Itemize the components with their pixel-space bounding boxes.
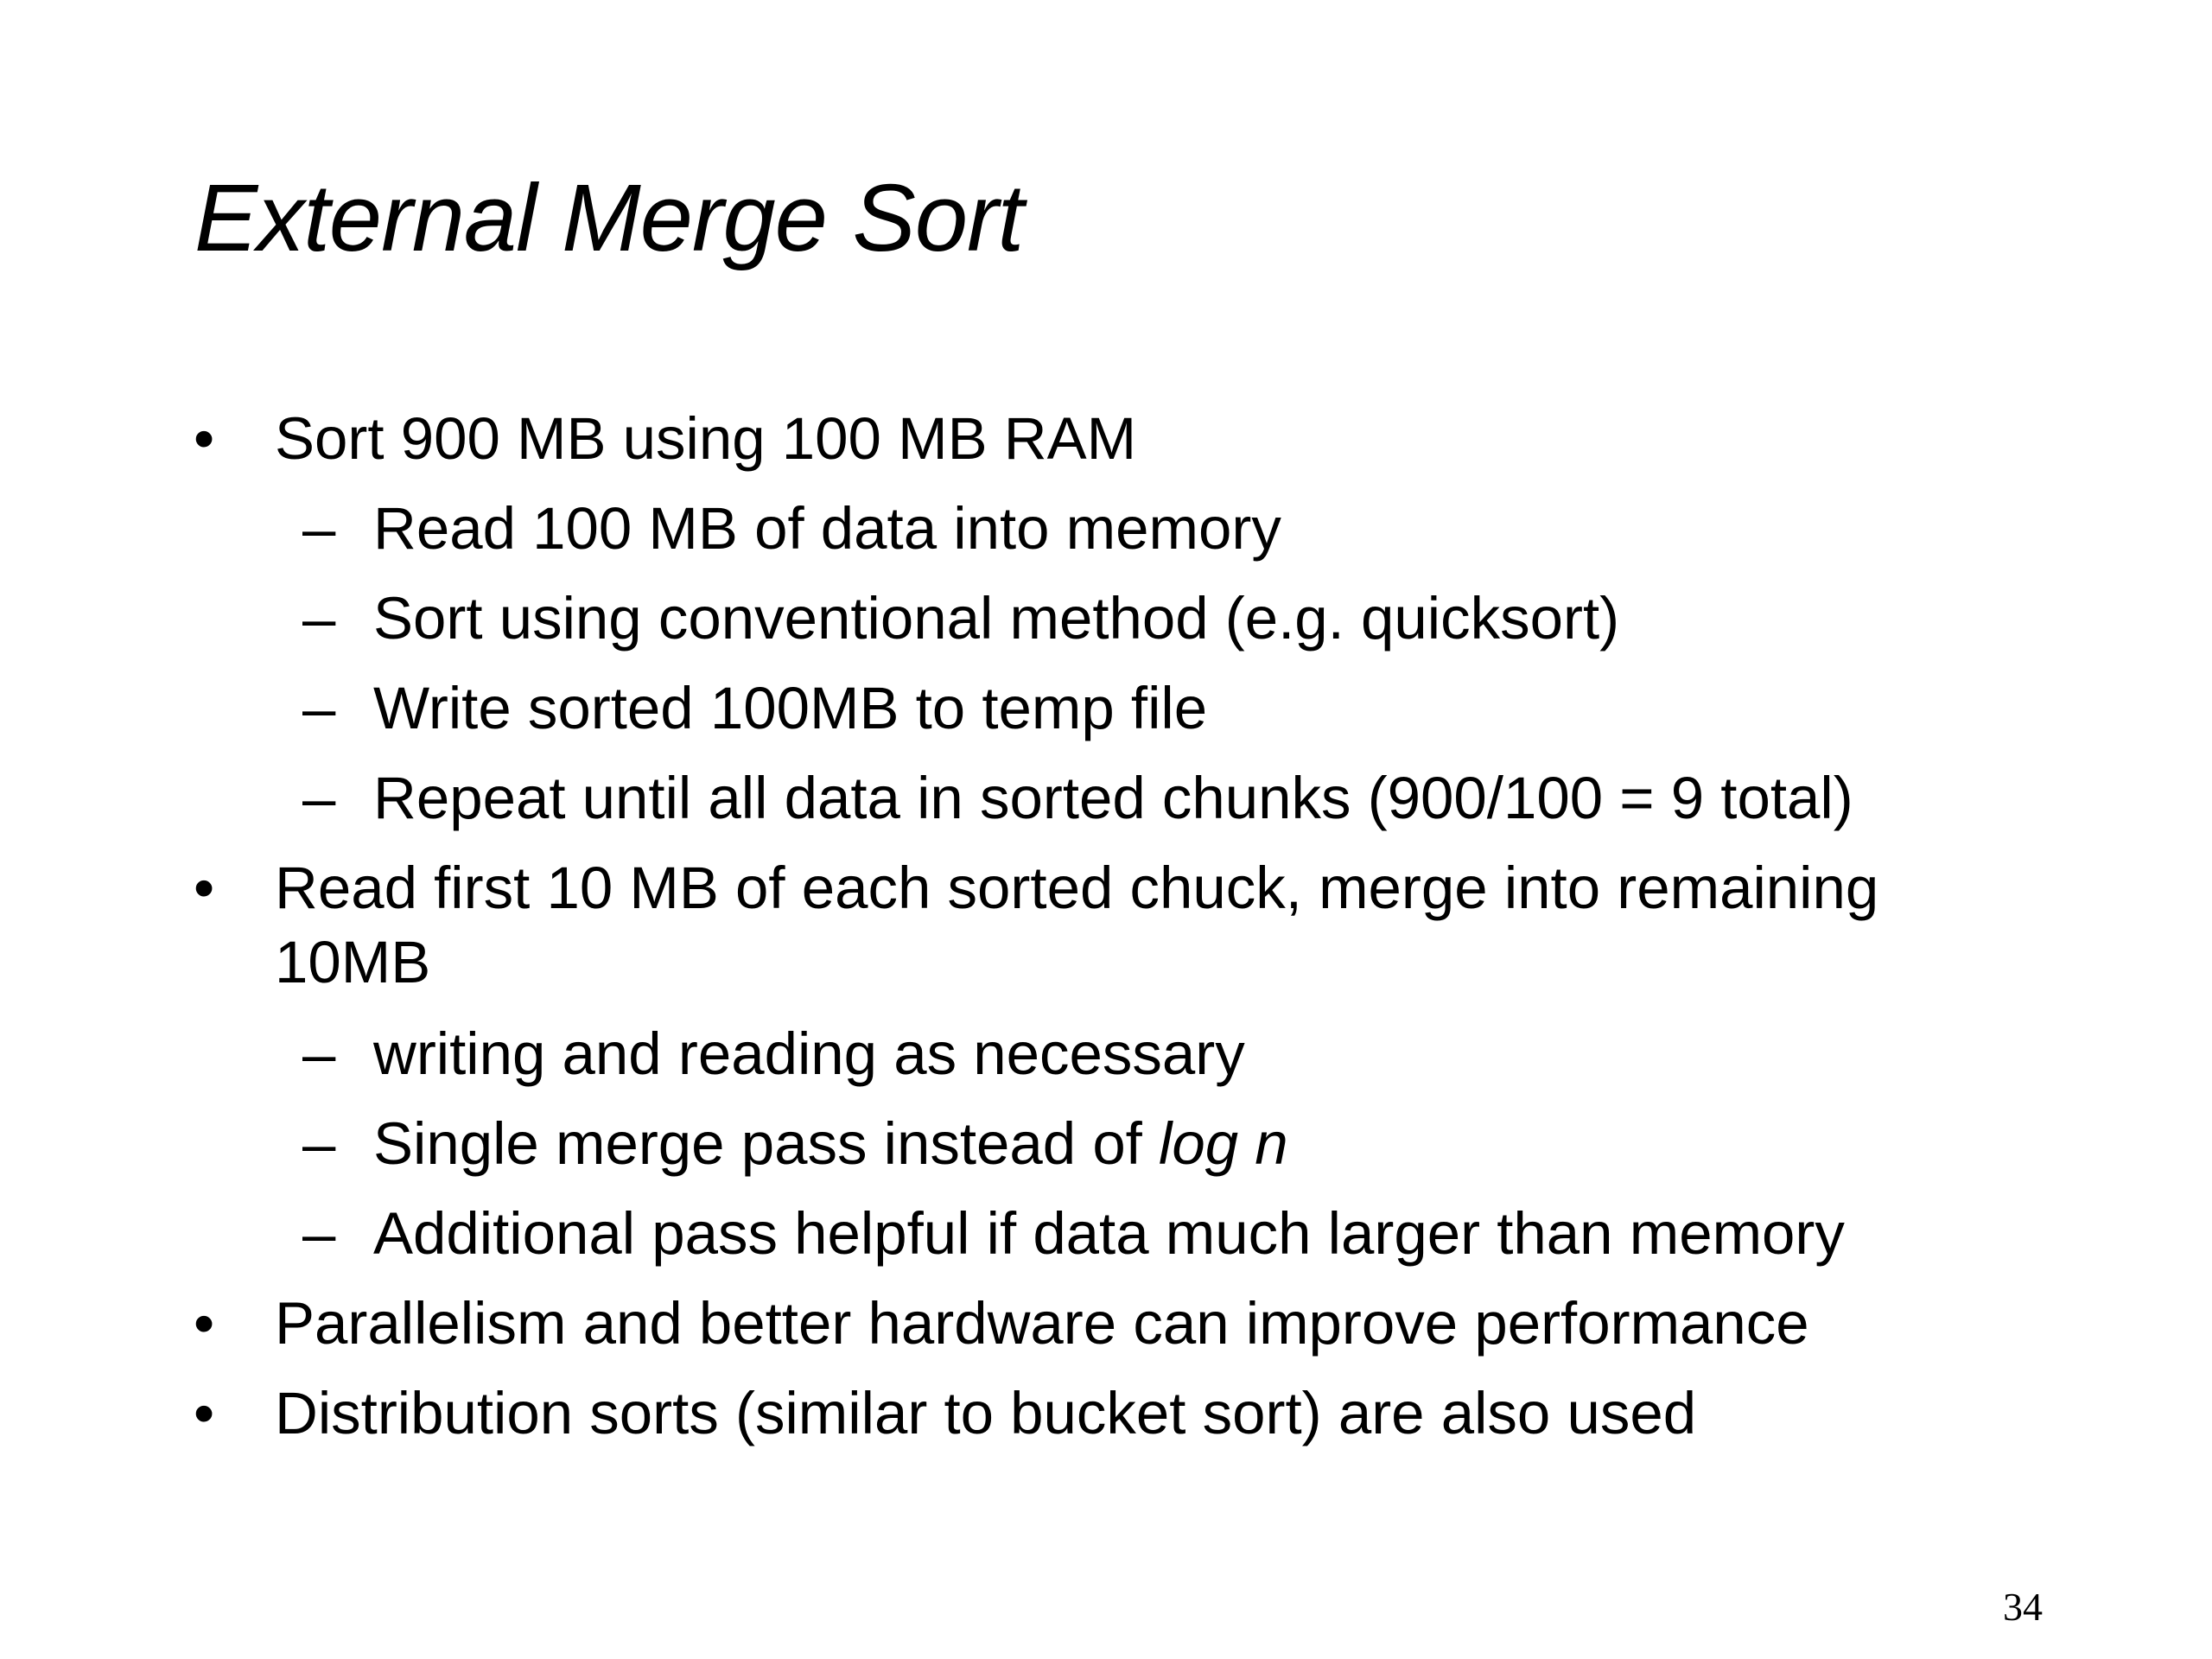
bullet-marker: •	[194, 1380, 215, 1446]
bullet-text: Read first 10 MB of each sorted chuck, merge into remaining	[275, 855, 1879, 921]
sub-bullet-text: Write sorted 100MB to temp file	[373, 675, 1208, 741]
sub-bullet-text: Read 100 MB of data into memory	[373, 495, 1281, 562]
dash-marker: –	[302, 675, 336, 741]
bullet-text: Parallelism and better hardware can improve performance	[275, 1290, 1809, 1357]
sub-bullet-text: Additional pass helpful if data much larger than memory	[373, 1200, 1845, 1267]
bullet-marker: •	[194, 1290, 215, 1357]
sub-bullet-item	[302, 1018, 1245, 1090]
bullet-item	[194, 403, 1137, 475]
bullet-item	[194, 852, 1879, 925]
bullet-continuation	[275, 926, 430, 999]
sub-bullet-item	[302, 672, 1208, 745]
slide-title: External Merge Sort	[194, 165, 1024, 271]
dash-marker: –	[302, 495, 336, 562]
sub-bullet-emphasis: log n	[1159, 1110, 1288, 1177]
sub-bullet-item	[302, 1108, 1288, 1180]
dash-marker: –	[302, 585, 336, 652]
bullet-item	[194, 1377, 1697, 1450]
bullet-marker: •	[194, 405, 215, 472]
bullet-marker: •	[194, 855, 215, 921]
sub-bullet-text: Repeat until all data in sorted chunks (900/100 = 9 total)	[373, 765, 1853, 831]
bullet-text: Distribution sorts (similar to bucket sort) are also used	[275, 1380, 1697, 1446]
sub-bullet-item	[302, 1198, 1845, 1270]
sub-bullet-text: Single merge pass instead of	[373, 1110, 1160, 1177]
bullet-continuation-text: 10MB	[275, 929, 431, 995]
sub-bullet-text: Sort using conventional method (e.g. quicksort)	[373, 585, 1620, 652]
page-number: 34	[2003, 1585, 2043, 1629]
sub-bullet-item	[302, 582, 1620, 655]
sub-bullet-item	[302, 762, 1853, 835]
dash-marker: –	[302, 765, 336, 831]
bullet-item	[194, 1287, 1809, 1360]
sub-bullet-text: writing and reading as necessary	[373, 1020, 1245, 1087]
bullet-text: Sort 900 MB using 100 MB RAM	[275, 405, 1137, 472]
sub-bullet-item	[302, 493, 1281, 565]
dash-marker: –	[302, 1110, 336, 1177]
dash-marker: –	[302, 1200, 336, 1267]
dash-marker: –	[302, 1020, 336, 1087]
